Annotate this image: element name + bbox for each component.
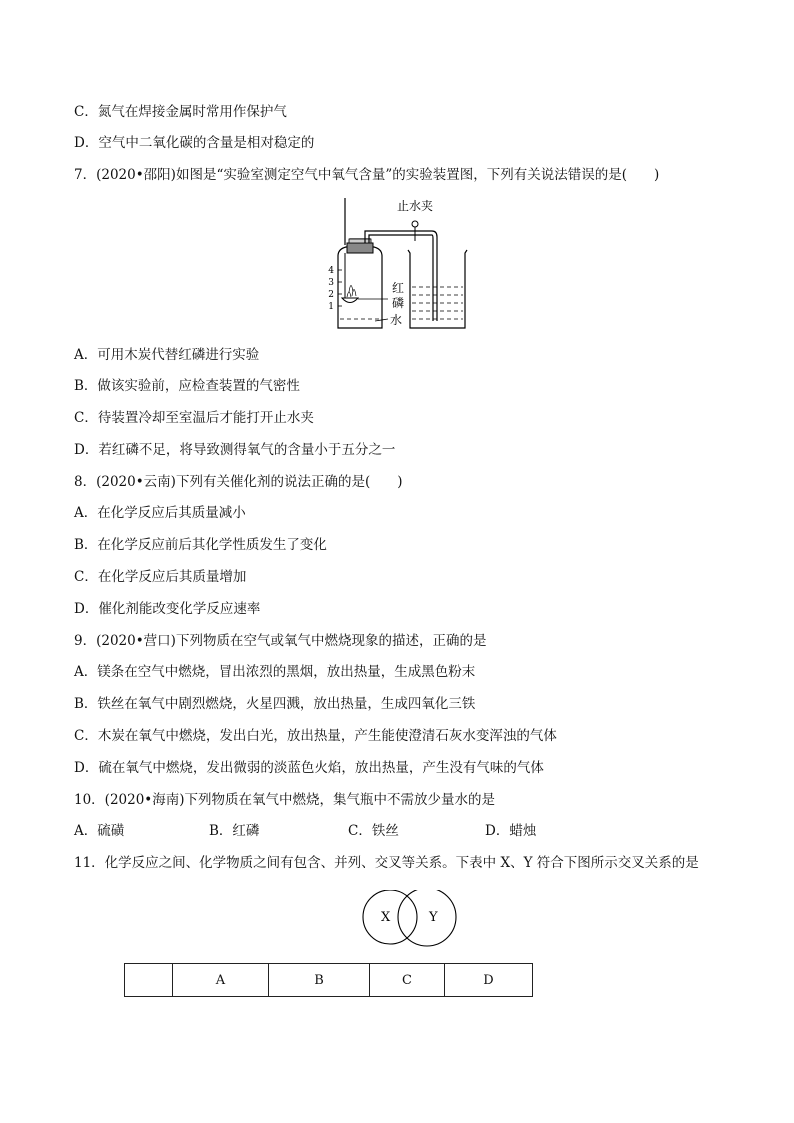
q7-option-a: A．可用木炭代替红磷进行实验 bbox=[74, 347, 260, 363]
table-header-blank bbox=[125, 964, 173, 997]
q7-option-b: B．做该实验前，应检查装置的气密性 bbox=[74, 378, 300, 394]
q8-option-a: A．在化学反应后其质量减小 bbox=[74, 505, 246, 521]
q7-option-c: C．待装置冷却至室温后才能打开止水夹 bbox=[74, 410, 314, 426]
q10-option-a: A．硫磺 bbox=[74, 823, 125, 839]
table-header-d: D bbox=[445, 964, 533, 997]
venn-label-y: Y bbox=[429, 910, 438, 925]
q10-stem: 10．(2020•海南)下列物质在氧气中燃烧，集气瓶中不需放少量水的是 bbox=[74, 792, 496, 808]
table-row bbox=[125, 964, 533, 997]
q8-option-c: C．在化学反应后其质量增加 bbox=[74, 569, 247, 585]
scale-mark-2: 2 bbox=[328, 290, 334, 300]
q10-option-b: B．红磷 bbox=[209, 823, 260, 839]
clamp-label: 止水夹 bbox=[396, 199, 434, 213]
q9-option-b: B．铁丝在氧气中剧烈燃烧，火星四溅，放出热量，生成四氧化三铁 bbox=[74, 696, 476, 712]
q11-stem: 11．化学反应之间、化学物质之间有包含、并列、交叉等关系。下表中 X、Y 符合下图所示交叉关系的是 bbox=[74, 855, 699, 871]
q8-option-b: B．在化学反应前后其化学性质发生了变化 bbox=[74, 537, 327, 553]
table-header-c: C bbox=[370, 964, 445, 997]
phosphorus-label-2: 磷 bbox=[392, 296, 405, 310]
q7-option-d: D．若红磷不足，将导致测得氧气的含量小于五分之一 bbox=[74, 442, 396, 458]
q8-stem: 8．(2020•云南)下列有关催化剂的说法正确的是( ) bbox=[74, 474, 403, 490]
q8-option-d: D．催化剂能改变化学反应速率 bbox=[74, 601, 261, 617]
scale-mark-1: 1 bbox=[328, 302, 334, 312]
venn-circle-y bbox=[398, 890, 456, 946]
table-header-b: B bbox=[269, 964, 370, 997]
q7-stem: 7．(2020•邵阳)如图是“实验室测定空气中氧气含量”的实验装置图，下列有关说法错误的是( ) bbox=[74, 167, 660, 183]
q6-option-d: D．空气中二氧化碳的含量是相对稳定的 bbox=[74, 135, 315, 151]
q11-answer-table bbox=[124, 963, 533, 997]
q6-option-c: C．氮气在焊接金属时常用作保护气 bbox=[74, 104, 287, 120]
q7-apparatus-figure bbox=[320, 193, 470, 333]
water-label: 水 bbox=[390, 313, 403, 327]
scale-mark-3: 3 bbox=[328, 278, 334, 288]
venn-diagram bbox=[355, 890, 465, 950]
q10-option-d: D．蜡烛 bbox=[485, 823, 537, 839]
q10-options bbox=[74, 821, 674, 841]
table-header-a: A bbox=[173, 964, 269, 997]
scale-mark-4: 4 bbox=[328, 266, 334, 276]
q9-option-c: C．木炭在氧气中燃烧，发出白光，放出热量，产生能使澄清石灰水变浑浊的气体 bbox=[74, 728, 557, 744]
q9-stem: 9．(2020•营口)下列物质在空气或氧气中燃烧现象的描述，正确的是 bbox=[74, 633, 487, 649]
venn-label-x: X bbox=[381, 910, 391, 925]
phosphorus-label-1: 红 bbox=[392, 281, 405, 295]
q9-option-d: D．硫在氧气中燃烧，发出微弱的淡蓝色火焰，放出热量，产生没有气味的气体 bbox=[74, 760, 544, 776]
q10-option-c: C．铁丝 bbox=[348, 823, 399, 839]
q9-option-a: A．镁条在空气中燃烧，冒出浓烈的黑烟，放出热量，生成黑色粉末 bbox=[74, 664, 476, 680]
